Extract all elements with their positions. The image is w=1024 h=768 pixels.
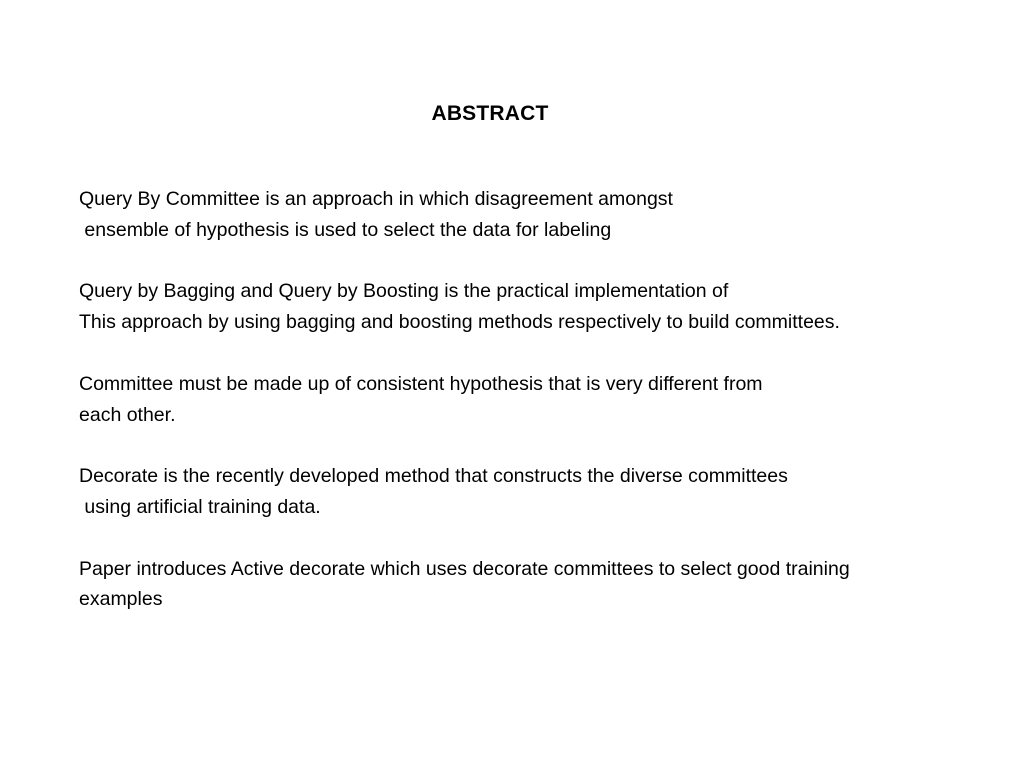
paragraph-line: Committee must be made up of consistent hypothesis that is very different from <box>79 372 763 395</box>
paragraph-1 <box>79 184 1019 246</box>
slide-title: ABSTRACT <box>431 102 549 125</box>
paragraph-5 <box>79 554 1019 616</box>
paragraph-line: Query by Bagging and Query by Boosting is the practical implementation of <box>79 280 729 303</box>
slide-body <box>79 184 1019 646</box>
paragraph-line: Query By Committee is an approach in which disagreement amongst <box>79 188 673 210</box>
paragraph-line: examples <box>79 588 163 611</box>
paragraph-line: each other. <box>79 403 176 426</box>
paragraph-line: ensemble of hypothesis is used to select the data for labeling <box>79 218 612 241</box>
paragraph-2 <box>79 276 1019 338</box>
paragraph-line: This approach by using bagging and boosting methods respectively to build committees. <box>79 311 840 334</box>
paragraph-line: Paper introduces Active decorate which uses decorate committees to select good training <box>79 557 850 580</box>
paragraph-4 <box>79 461 1019 523</box>
paragraph-3 <box>79 369 1019 431</box>
paragraph-line: Decorate is the recently developed method that constructs the diverse committees <box>79 465 788 488</box>
paragraph-line: using artificial training data. <box>79 495 321 518</box>
